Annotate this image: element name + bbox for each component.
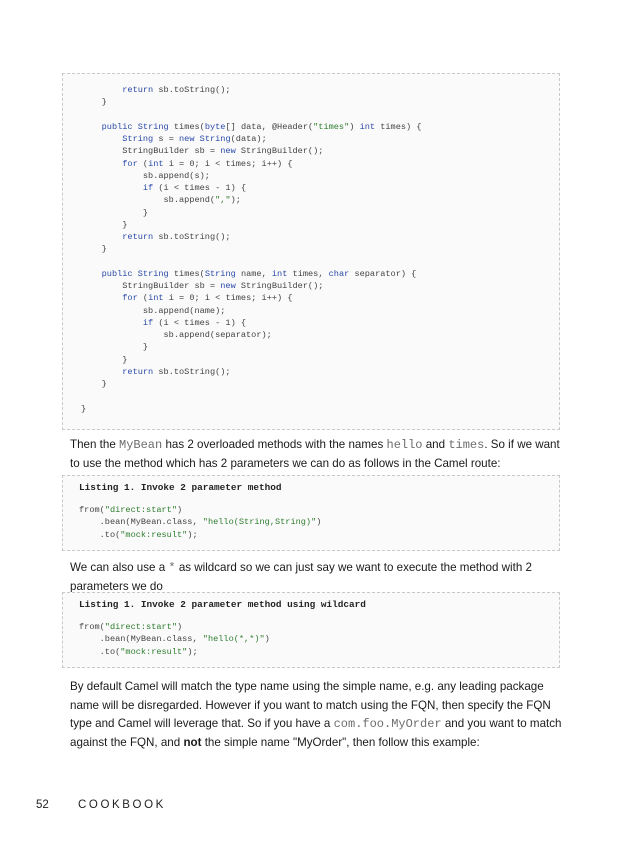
code-line: .to("mock:result"); [79, 529, 198, 540]
code-line: from("direct:start") [79, 622, 183, 632]
listing-2-title: Listing 1. Invoke 2 parameter method using wildcard [79, 599, 366, 610]
section-name: COOKBOOK [78, 799, 166, 811]
code-line: sb.append(name); [81, 305, 226, 316]
code-line: } [81, 97, 107, 108]
code-line: } [81, 403, 87, 414]
paragraph-1 [70, 436, 570, 473]
code-line: StringBuilder sb = new StringBuilder(); [81, 146, 324, 157]
code-line: public String times(byte[] data, @Header("times") int times) { [101, 121, 422, 132]
paragraph-text: and [422, 438, 449, 451]
code-line: } [81, 244, 107, 255]
code-line: } [81, 354, 128, 365]
code-line: } [81, 219, 128, 230]
paragraph-text: the simple name "MyOrder", then follow this example: [201, 735, 480, 749]
paragraph-text: By default Camel will match the type name using the simple name, e.g. any leading package name will be disregarded. However if you want to match using the FQN, then specify the FQN type and Camel will leverage that. So if you have a [70, 680, 551, 730]
inline-code-wildcard: * [168, 561, 176, 575]
code-line: return sb.toString(); [122, 366, 231, 377]
code-line: } [81, 379, 107, 389]
listing-1-code [79, 504, 559, 541]
page-number: 52 [36, 799, 49, 811]
code-line: .bean(MyBean.class, "hello(*,*)") [79, 634, 270, 645]
code-line: from("direct:start") [79, 505, 183, 515]
code-line [81, 390, 559, 402]
paragraph-2 [70, 559, 570, 596]
code-line: for (int i = 0; i < times; i++) { [122, 158, 293, 169]
inline-code-fqn: com.foo.MyOrder [333, 717, 442, 731]
inline-code-mybean: MyBean [119, 438, 163, 452]
code-line: .bean(MyBean.class, "hello(String,String)") [79, 517, 322, 528]
code-line: sb.append(s); [81, 170, 210, 181]
code-line: sb.append(separator); [81, 330, 272, 340]
paragraph-text: has 2 overloaded methods with the names [162, 438, 387, 451]
code-block-1 [62, 73, 560, 430]
listing-1-title: Listing 1. Invoke 2 parameter method [79, 482, 282, 493]
code-line: .to("mock:result"); [79, 646, 198, 657]
code-line [81, 109, 559, 121]
code-block-1-content [81, 84, 559, 415]
listing-2-code [79, 621, 559, 658]
code-line: StringBuilder sb = new StringBuilder(); [81, 281, 324, 291]
inline-code-hello: hello [386, 438, 423, 452]
listing-1-box [62, 475, 560, 551]
code-line: return sb.toString(); [122, 232, 231, 242]
paragraph-text: and you want to match against the FQN, and [70, 717, 562, 749]
code-line: public String times(String name, int times, char separator) { [101, 268, 417, 279]
code-line: } [81, 342, 149, 353]
code-line [81, 256, 559, 268]
inline-code-times: times [448, 438, 485, 452]
paragraph-text: . So if we want to use the method which has 2 parameters we can do as follows in the Camel route: [70, 438, 560, 470]
listing-2-box [62, 592, 560, 668]
code-line: return sb.toString(); [122, 85, 231, 95]
paragraph-3 [70, 678, 570, 752]
code-line: if (i < times - 1) { [142, 317, 247, 328]
code-line: sb.append(","); [81, 195, 241, 206]
code-line: if (i < times - 1) { [142, 183, 247, 193]
paragraph-text: Then the [70, 438, 119, 451]
emphasis-not: not [183, 735, 202, 749]
paragraph-text: as wildcard so we can just say we want to execute the method with 2 parameters we do [70, 561, 532, 593]
code-line: } [81, 207, 149, 218]
code-line: String s = new String(data); [122, 134, 267, 144]
paragraph-text: We can also use a [70, 561, 169, 574]
code-line: for (int i = 0; i < times; i++) { [122, 293, 293, 304]
